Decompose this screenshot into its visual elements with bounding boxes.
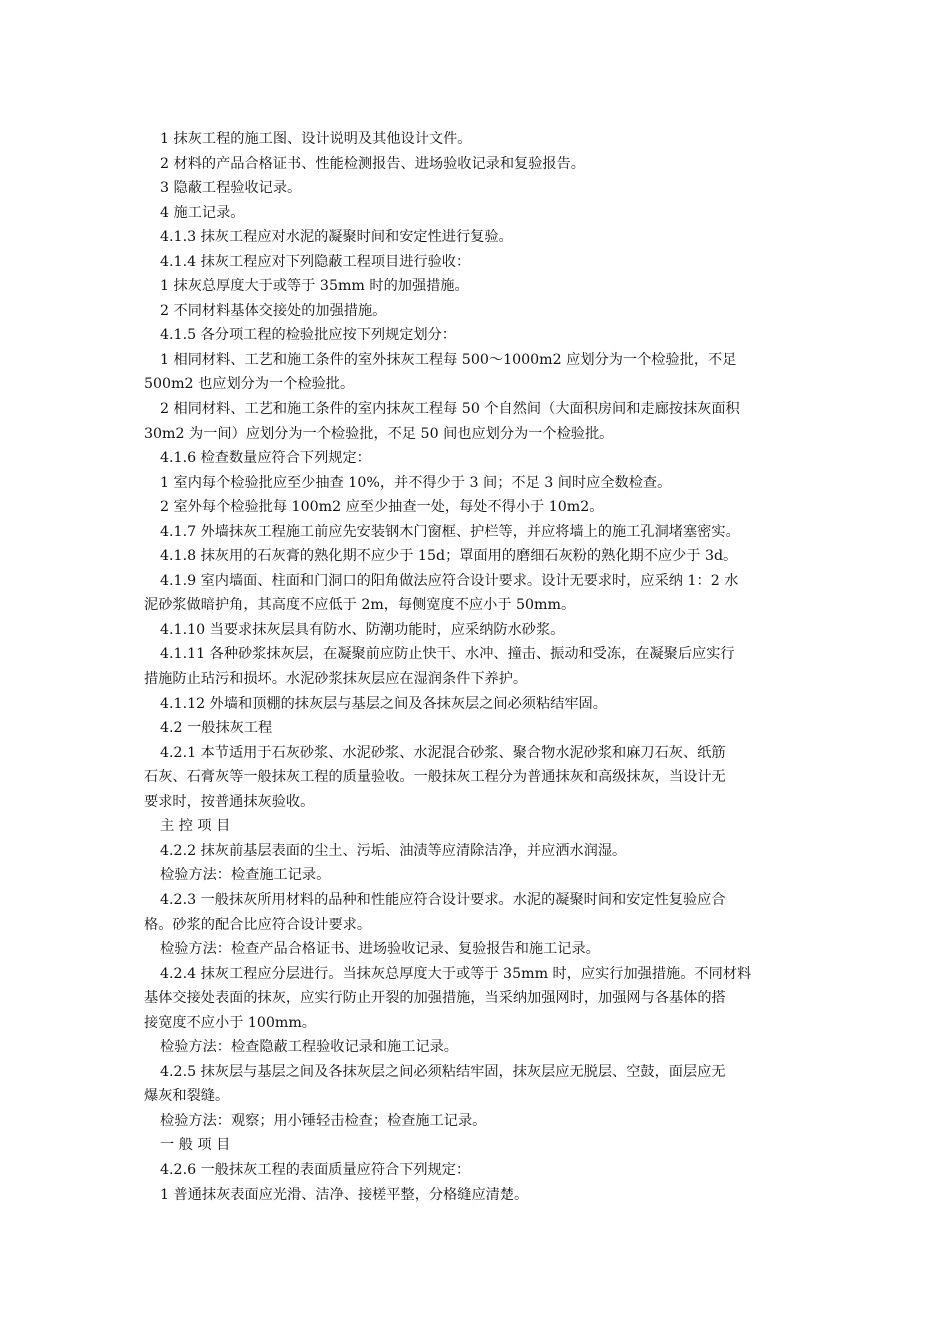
clause-continued: 要求时，按普通抹灰验收。 xyxy=(144,793,315,810)
clause-continued: 石灰、石膏灰等一般抹灰工程的质量验收。一般抹灰工程分为普通抹灰和高级抹灰，当设计无 xyxy=(144,769,726,786)
clause: 4.1.4 抹灰工程应对下列隐蔽工程项目进行验收： xyxy=(160,253,471,270)
clause-continued: 泥砂浆做暗护角，其高度不应低于 2m，每侧宽度不应小于 50mm。 xyxy=(144,597,576,614)
clause-continued: 基体交接处表面的抹灰，应实行防止开裂的加强措施，当采纳加强网时，加强网与各基体的搭 xyxy=(144,990,726,1007)
clause: 4.1.10 当要求抹灰层具有防水、防潮功能时，应采纳防水砂浆。 xyxy=(160,621,565,638)
clause: 4.2.1 本节适用于石灰砂浆、水泥砂浆、水泥混合砂浆、聚合物水泥砂浆和麻刀石灰、纸筋 xyxy=(160,744,726,761)
document-body xyxy=(144,127,810,1207)
list-item: 4 施工记录。 xyxy=(160,204,245,221)
subsection-heading-main: 主 控 项 目 xyxy=(160,818,231,835)
clause: 4.2.6 一般抹灰工程的表面质量应符合下列规定： xyxy=(160,1161,471,1178)
clause: 4.2.3 一般抹灰所用材料的品种和性能应符合设计要求。水泥的凝聚时间和安定性复验应合 xyxy=(160,891,726,908)
clause: 4.1.9 室内墙面、柱面和门洞口的阳角做法应符合设计要求。设计无要求时，应采纳 1：2 水 xyxy=(160,572,739,589)
list-item: 1 室内每个检验批应至少抽查 10%，并不得少于 3 间；不足 3 间时应全数检查。 xyxy=(160,474,672,491)
clause: 4.2.2 抹灰前基层表面的尘土、污垢、油渍等应清除洁净，并应洒水润湿。 xyxy=(160,842,627,859)
list-item: 1 抹灰总厚度大于或等于 35mm 时的加强措施。 xyxy=(160,278,469,295)
list-item: 2 室外每个检验批每 100m2 应至少抽查一处，每处不得小于 10m2。 xyxy=(160,499,604,516)
list-item: 1 相同材料、工艺和施工条件的室外抹灰工程每 500～1000m2 应划分为一个检验批，不足 xyxy=(160,351,737,368)
subsection-heading-general: 一 般 项 目 xyxy=(160,1137,231,1154)
clause-continued: 措施防止玷污和损坏。水泥砂浆抹灰层应在湿润条件下养护。 xyxy=(144,671,528,688)
clause: 4.1.3 抹灰工程应对水泥的凝聚时间和安定性进行复验。 xyxy=(160,229,513,246)
clause: 4.1.8 抹灰用的石灰膏的熟化期不应少于 15d；罩面用的磨细石灰粉的熟化期不应少于 3d。 xyxy=(160,548,738,565)
clause: 4.2.5 抹灰层与基层之间及各抹灰层之间必须粘结牢固，抹灰层应无脱层、空鼓，面层应无 xyxy=(160,1063,726,1080)
list-item-continued: 30m2 为一间）应划分为一个检验批，不足 50 间也应划分为一个检验批。 xyxy=(144,425,614,442)
clause: 4.1.6 检查数量应符合下列规定： xyxy=(160,450,371,467)
inspection-method: 检验方法：检查施工记录。 xyxy=(160,867,331,884)
inspection-method: 检验方法：检查隐蔽工程验收记录和施工记录。 xyxy=(160,1039,458,1056)
list-item: 2 不同材料基体交接处的加强措施。 xyxy=(160,302,387,319)
clause-continued: 爆灰和裂缝。 xyxy=(144,1088,230,1105)
list-item: 1 普通抹灰表面应光滑、洁净、接槎平整，分格缝应清楚。 xyxy=(160,1186,529,1203)
inspection-method: 检验方法：检查产品合格证书、进场验收记录、复验报告和施工记录。 xyxy=(160,941,600,958)
inspection-method: 检验方法：观察；用小锤轻击检查；检查施工记录。 xyxy=(160,1112,487,1129)
list-item: 2 材料的产品合格证书、性能检测报告、进场验收记录和复验报告。 xyxy=(160,155,585,172)
list-item: 3 隐蔽工程验收记录。 xyxy=(160,180,302,197)
list-item: 1 抹灰工程的施工图、设计说明及其他设计文件。 xyxy=(160,131,472,147)
clause: 4.1.12 外墙和顶棚的抹灰层与基层之间及各抹灰层之间必须粘结牢固。 xyxy=(160,695,607,712)
clause: 4.1.7 外墙抹灰工程施工前应先安装钢木门窗框、护栏等，并应将墙上的施工孔洞堵塞密实。 xyxy=(160,523,740,540)
clause: 4.2.4 抹灰工程应分层进行。当抹灰总厚度大于或等于 35mm 时，应实行加强措施。不同材料 xyxy=(160,965,752,982)
clause-continued: 接宽度不应小于 100mm。 xyxy=(144,1014,316,1031)
clause-continued: 格。砂浆的配合比应符合设计要求。 xyxy=(144,916,372,933)
clause: 4.1.11 各种砂浆抹灰层，在凝聚前应防止快干、水冲、撞击、振动和受冻，在凝聚后应实行 xyxy=(160,646,735,663)
list-item: 2 相同材料、工艺和施工条件的室内抹灰工程每 50 个自然间（大面积房间和走廊按抹灰面积 xyxy=(160,401,740,418)
clause: 4.1.5 各分项工程的检验批应按下列规定划分： xyxy=(160,327,456,344)
list-item-continued: 500m2 也应划分为一个检验批。 xyxy=(144,376,355,393)
section-heading: 4.2 一般抹灰工程 xyxy=(160,720,273,737)
